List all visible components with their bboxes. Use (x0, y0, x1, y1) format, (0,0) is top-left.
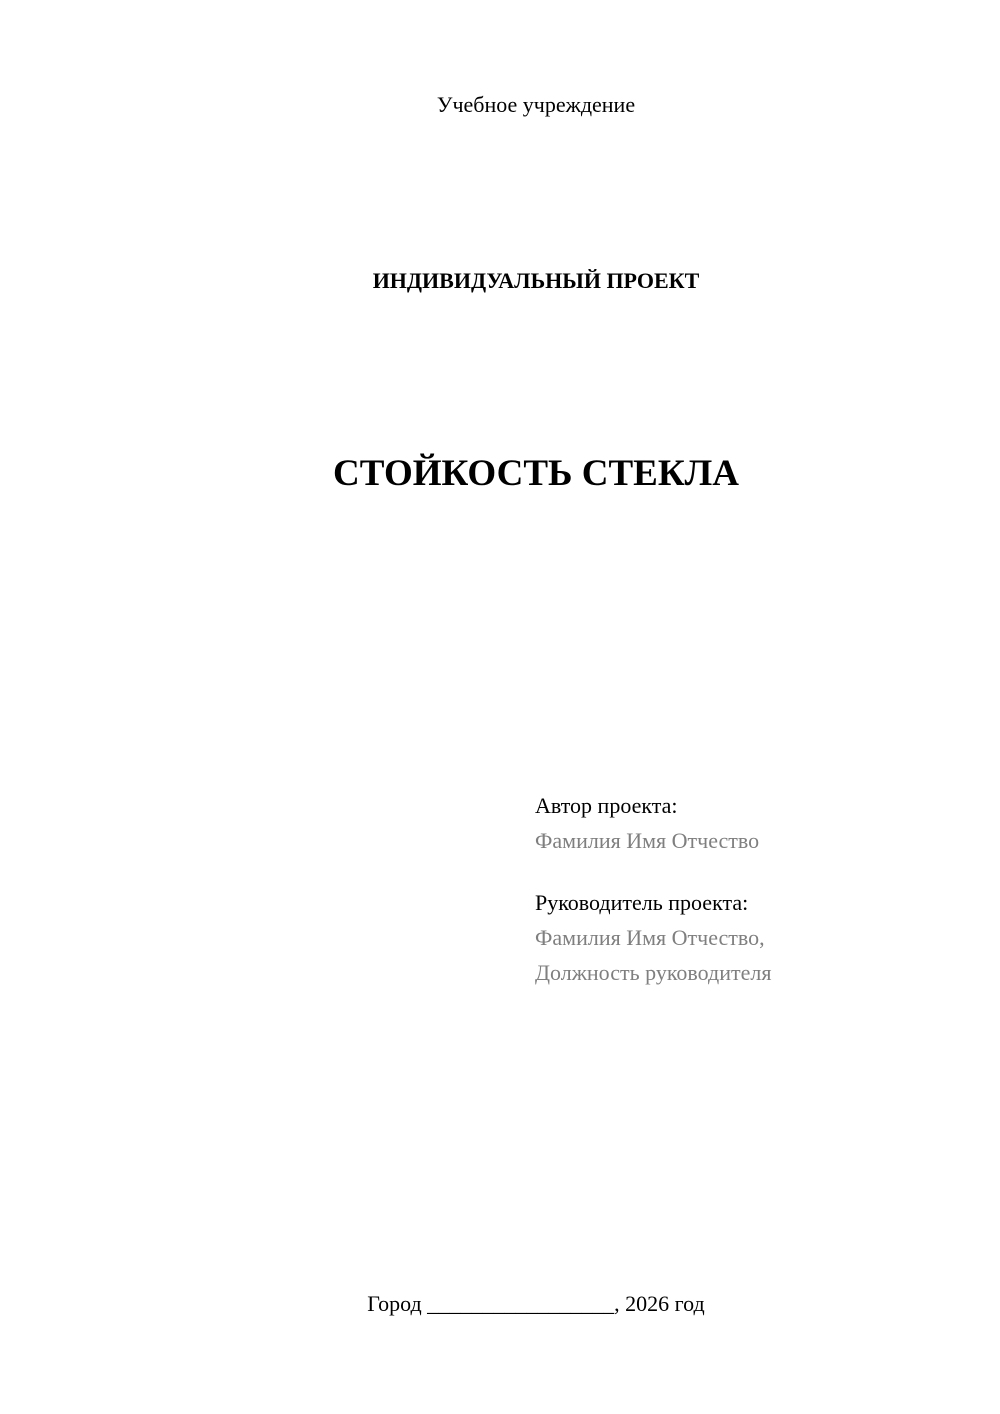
author-name: Фамилия Имя Отчество (535, 828, 760, 853)
footer-line (0, 1290, 1000, 1318)
supervisor-position: Должность руководителя (535, 960, 772, 985)
city-year: Город _________________, 2026 год (367, 1291, 705, 1316)
spacer (535, 858, 975, 885)
project-info-block (535, 788, 975, 990)
title-line (0, 451, 1000, 497)
institution-line (0, 91, 1000, 119)
supervisor-label: Руководитель проекта: (535, 890, 749, 915)
supervisor-name: Фамилия Имя Отчество, (535, 925, 765, 950)
project-type: ИНДИВИДУАЛЬНЫЙ ПРОЕКТ (372, 268, 700, 293)
project-type-line (0, 267, 1000, 295)
project-title: СТОЙКОСТЬ СТЕКЛА (333, 453, 739, 494)
author-label: Автор проекта: (535, 793, 678, 818)
institution-name: Учебное учреждение (436, 92, 636, 117)
